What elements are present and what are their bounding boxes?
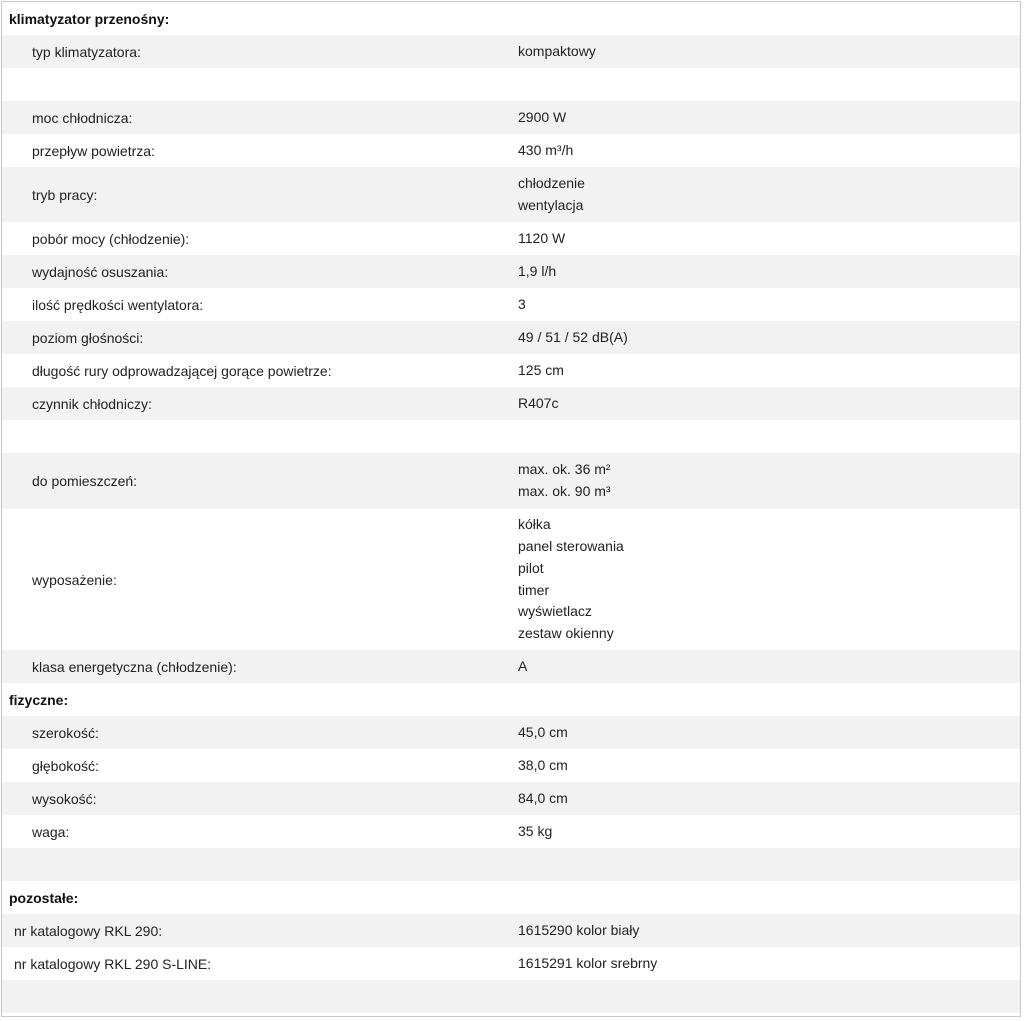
table-row — [2, 914, 1020, 947]
row-value: 35 kg — [518, 822, 553, 839]
row-value-list — [487, 173, 1020, 216]
row-label: poziom głośności: — [32, 329, 144, 346]
row-label: wysokość: — [32, 790, 97, 807]
row-label: typ klimatyzatora: — [32, 43, 141, 60]
row-value: 38,0 cm — [518, 756, 568, 773]
spacer-row — [2, 980, 1020, 1013]
row-label: nr katalogowy RKL 290: — [14, 922, 163, 939]
table-row — [2, 749, 1020, 782]
table-row — [2, 509, 1020, 650]
row-label: nr katalogowy RKL 290 S-LINE: — [14, 955, 212, 972]
section-heading-pozostale: pozostałe: — [9, 889, 79, 906]
row-value: kompaktowy — [518, 42, 596, 59]
row-label: ilość prędkości wentylatora: — [32, 296, 204, 313]
table-row — [2, 255, 1020, 288]
table-row — [2, 947, 1020, 980]
row-label: tryb pracy: — [32, 186, 98, 203]
value-line: max. ok. 36 m² — [518, 461, 611, 478]
row-value-list — [487, 514, 1020, 644]
row-value: 3 — [518, 295, 526, 312]
spec-table — [1, 1, 1021, 1017]
row-label: wyposażenie: — [32, 571, 117, 588]
row-value: A — [518, 657, 528, 674]
row-value: 1615290 kolor biały — [518, 921, 640, 938]
row-value: 430 m³/h — [518, 141, 574, 158]
value-line: chłodzenie — [518, 174, 585, 191]
table-row — [2, 716, 1020, 749]
spacer-row — [2, 68, 1020, 101]
row-value: 1615291 kolor srebrny — [518, 954, 658, 971]
value-line: zestaw okienny — [518, 624, 614, 641]
table-row — [2, 321, 1020, 354]
table-row — [2, 101, 1020, 134]
row-label: waga: — [32, 823, 70, 840]
value-line: wyświetlacz — [518, 603, 592, 620]
value-line: pilot — [518, 559, 544, 576]
row-label: wydajność osuszania: — [32, 263, 169, 280]
row-label: klasa energetyczna (chłodzenie): — [32, 658, 237, 675]
table-row — [2, 222, 1020, 255]
row-value: 84,0 cm — [518, 789, 568, 806]
table-row — [2, 815, 1020, 848]
table-row — [2, 354, 1020, 387]
value-line: panel sterowania — [518, 538, 624, 555]
row-label: szerokość: — [32, 724, 99, 741]
table-row — [2, 453, 1020, 509]
row-value: 1120 W — [518, 229, 566, 246]
value-line: kółka — [518, 516, 551, 533]
table-row — [2, 387, 1020, 420]
section-heading-fizyczne: fizyczne: — [9, 691, 69, 708]
row-value-list — [487, 459, 1020, 502]
table-row — [2, 134, 1020, 167]
row-value: 45,0 cm — [518, 723, 568, 740]
row-value: 1,9 l/h — [518, 262, 557, 279]
row-value: R407c — [518, 394, 559, 411]
row-value: 2900 W — [518, 108, 567, 125]
row-label: głębokość: — [32, 757, 99, 774]
table-row — [2, 35, 1020, 68]
spacer-row — [2, 420, 1020, 453]
table-row — [2, 650, 1020, 683]
section-heading-klimatyzator: klimatyzator przenośny: — [9, 10, 170, 27]
table-row — [2, 288, 1020, 321]
row-label: pobór mocy (chłodzenie): — [32, 230, 190, 247]
row-label: do pomieszczeń: — [32, 473, 138, 489]
value-line: timer — [518, 581, 550, 598]
table-row — [2, 782, 1020, 815]
spacer-row — [2, 848, 1020, 881]
row-value: 49 / 51 / 52 dB(A) — [518, 328, 628, 345]
row-label: długość rury odprowadzającej gorące powietrze: — [32, 362, 332, 379]
row-label: moc chłodnicza: — [32, 109, 133, 126]
row-label: czynnik chłodniczy: — [32, 395, 152, 412]
value-line: wentylacja — [518, 196, 584, 213]
value-line: max. ok. 90 m³ — [518, 483, 611, 499]
row-label: przepływ powietrza: — [32, 142, 155, 159]
row-value: 125 cm — [518, 361, 564, 378]
table-row — [2, 167, 1020, 222]
